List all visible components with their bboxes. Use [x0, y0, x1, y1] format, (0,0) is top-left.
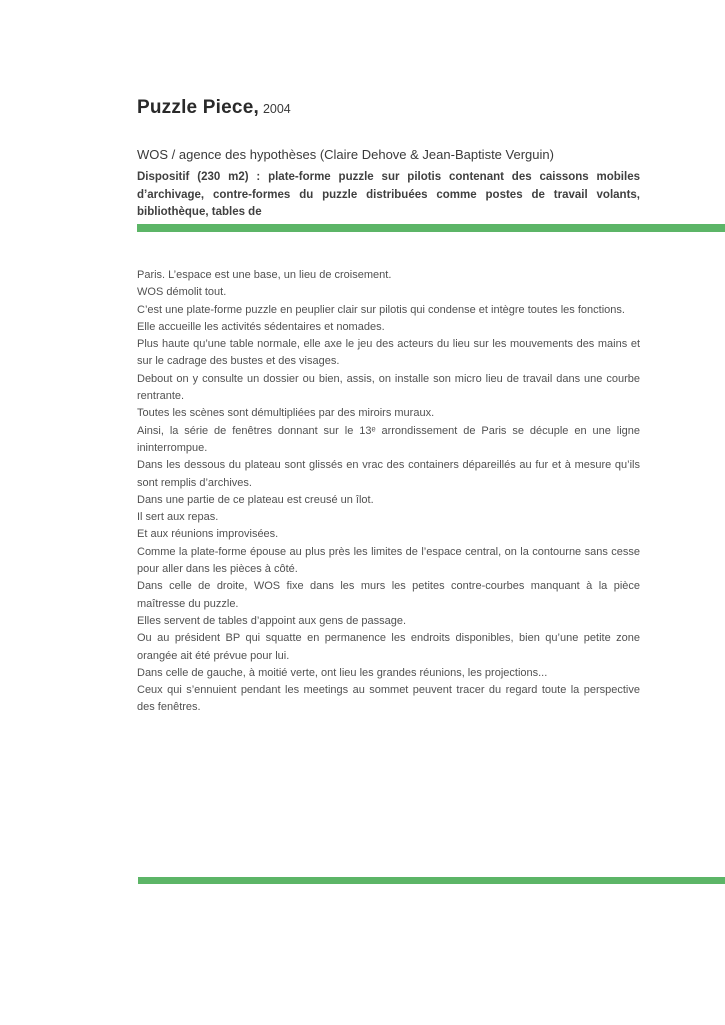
- paragraph: Dans celle de droite, WOS fixe dans les murs les petites contre-courbes manquant à la pièce maîtresse du puzzle.: [137, 580, 640, 610]
- divider-bar-bottom: [138, 877, 725, 884]
- paragraph: Ceux qui s’ennuient pendant les meetings au sommet peuvent tracer du regard toute la perspective des fenêtres.: [137, 684, 640, 714]
- title-text: Puzzle Piece,: [137, 97, 259, 118]
- paragraph: Ou au président BP qui squatte en permanence les endroits disponibles, bien qu’une petite zone orangée ait été prévue pour lui.: [137, 632, 640, 662]
- paragraph: Et aux réunions improvisées.: [137, 528, 279, 541]
- paragraph: Dans une partie de ce plateau est creusé un îlot.: [137, 493, 374, 506]
- paragraph: Paris. L’espace est une base, un lieu de croisement.: [137, 269, 392, 281]
- paragraph: Elle accueille les activités sédentaires et nomades.: [137, 320, 385, 333]
- paragraph: Plus haute qu’une table normale, elle axe le jeu des acteurs du lieu sur les mouvements des mains et sur le cadrage des bustes et des visages.: [137, 338, 640, 368]
- title-year: 2004: [262, 102, 291, 116]
- body-text: [137, 267, 640, 717]
- paragraph: Ainsi, la série de fenêtres donnant sur le 13ᵉ arrondissement de Paris se décuple en une ligne ininterrompue.: [137, 424, 640, 454]
- paragraph: Toutes les scènes sont démultipliées par des miroirs muraux.: [137, 407, 435, 420]
- paragraph: C’est une plate-forme puzzle en peuplier clair sur pilotis qui condense et intègre toutes les fonctions.: [137, 303, 625, 316]
- paragraph: Il sert aux repas.: [137, 511, 219, 524]
- paragraph: Comme la plate-forme épouse au plus près les limites de l’espace central, on la contourne sans cesse pour aller dans les pièces à côté.: [137, 545, 640, 576]
- paragraph: WOS démolit tout.: [137, 286, 227, 299]
- paragraph: Elles servent de tables d’appoint aux gens de passage.: [137, 614, 407, 627]
- project-description: Dispositif (230 m2) : plate-forme puzzle sur pilotis contenant des caissons mobiles d’archivage, contre-formes du puzzle distribuées comme postes de travail volants, bibliothèque, tables de: [137, 171, 640, 218]
- authors-line: WOS / agence des hypothèses (Claire Dehove & Jean-Baptiste Verguin): [137, 147, 554, 162]
- divider-bar-top: [137, 224, 725, 232]
- page-title: [137, 97, 640, 119]
- paragraph: Debout on y consulte un dossier ou bien, assis, on installe son micro lieu de travail dans une courbe rentrante.: [137, 372, 640, 403]
- paragraph: Dans les dessous du plateau sont glissés en vrac des containers dépareillés au fur et à mesure qu’ils sont remplis d’archives.: [137, 459, 640, 489]
- paragraph: Dans celle de gauche, à moitié verte, ont lieu les grandes réunions, les projections...: [137, 666, 548, 679]
